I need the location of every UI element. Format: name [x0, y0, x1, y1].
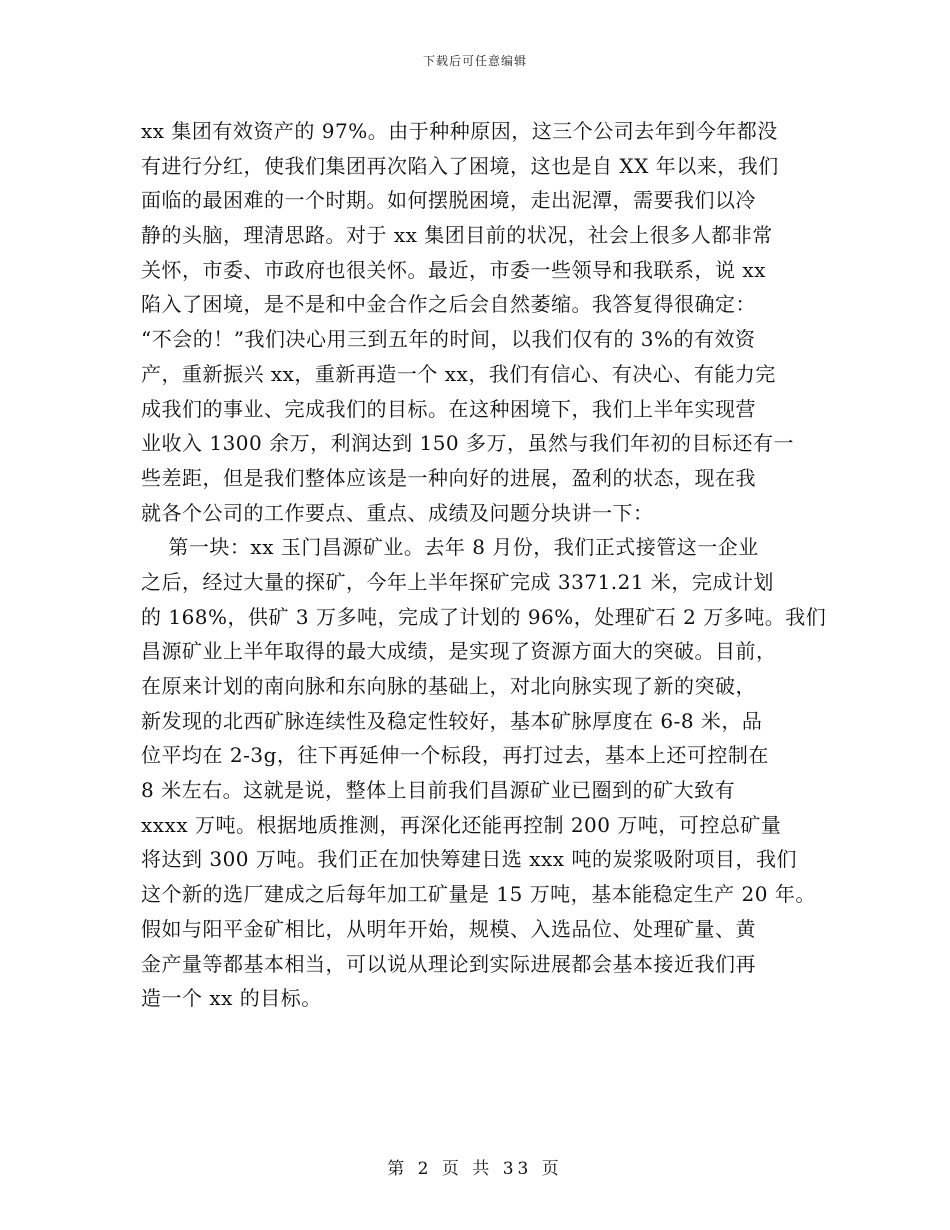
page-number: 第 2 页 共 33 页	[387, 1159, 563, 1179]
text-line: 有进行分红，使我们集团再次陷入了困境，这也是自 XX 年以来，我们	[141, 153, 779, 178]
text-line: 第一块：xx 玉门昌源矿业。去年 8 月份，我们正式接管这一企业	[141, 535, 759, 560]
text-line: 业收入 1300 余万，利润达到 150 多万，虽然与我们年初的目标还有一	[141, 431, 795, 456]
text-line: 昌源矿业上半年取得的最大成绩，是实现了资源方面大的突破。目前，	[141, 639, 777, 664]
text-line: 假如与阳平金矿相比，从明年开始，规模、入选品位、处理矿量、黄	[141, 916, 756, 941]
text-line: 这个新的选厂建成之后每年加工矿量是 15 万吨，基本能稳定生产 20 年。	[141, 882, 816, 907]
text-line: 成我们的事业、完成我们的目标。在这种困境下，我们上半年实现营	[141, 396, 756, 421]
text-line: 在原来计划的南向脉和东向脉的基础上，对北向脉实现了新的突破，	[141, 674, 756, 698]
text-line: 金产量等都基本相当，可以说从理论到实际进展都会基本接近我们再	[141, 951, 756, 976]
text-line: 新发现的北西矿脉连续性及稳定性较好，基本矿脉厚度在 6-8 米，品	[141, 708, 763, 733]
text-line: 产，重新振兴 xx，重新再造一个 xx，我们有信心、有决心、有能力完	[141, 361, 776, 386]
text-line: 些差距，但是我们整体应该是一种向好的进展，盈利的状态，现在我	[141, 465, 756, 490]
text-line: 静的头脑，理清思路。对于 xx 集团目前的状况，社会上很多人都非常	[141, 223, 773, 248]
text-line: 之后，经过大量的探矿，今年上半年探矿完成 3371.21 米，完成计划	[141, 569, 774, 594]
text-line: 面临的最困难的一个时期。如何摆脱困境，走出泥潭，需要我们以冷	[141, 188, 756, 213]
text-line: 关怀，市委、市政府也很关怀。最近，市委一些领导和我联系，说 xx	[141, 257, 766, 282]
text-line: 就各个公司的工作要点、重点、成绩及问题分块讲一下：	[141, 500, 654, 525]
text-line: 位平均在 2-3g，往下再延伸一个标段，再打过去，基本上还可控制在	[141, 743, 769, 768]
text-line: 造一个 xx 的目标。	[141, 986, 322, 1011]
text-line: 的 168%，供矿 3 万多吨，完成了计划的 96%，处理矿石 2 万多吨。我们	[141, 604, 827, 629]
text-line: 将达到 300 万吨。我们正在加快筹建日选 xxx 吨的炭浆吸附项目，我们	[141, 847, 797, 872]
text-line: xx 集团有效资产的 97%。由于种种原因，这三个公司去年到今年都没	[141, 119, 778, 143]
document-body	[141, 114, 831, 1016]
text-line: “不会的！”我们决心用三到五年的时间，以我们仅有的 3%的有效资	[141, 327, 756, 352]
page-header: 下载后可任意编辑	[422, 54, 527, 68]
text-line: 陷入了困境，是不是和中金合作之后会自然萎缩。我答复得很确定：	[141, 292, 756, 317]
text-line: xxxx 万吨。根据地质推测，再深化还能再控制 200 万吨，可控总矿量	[141, 812, 782, 837]
text-line: 8 米左右。这就是说，整体上目前我们昌源矿业已圈到的矿大致有	[141, 778, 736, 803]
